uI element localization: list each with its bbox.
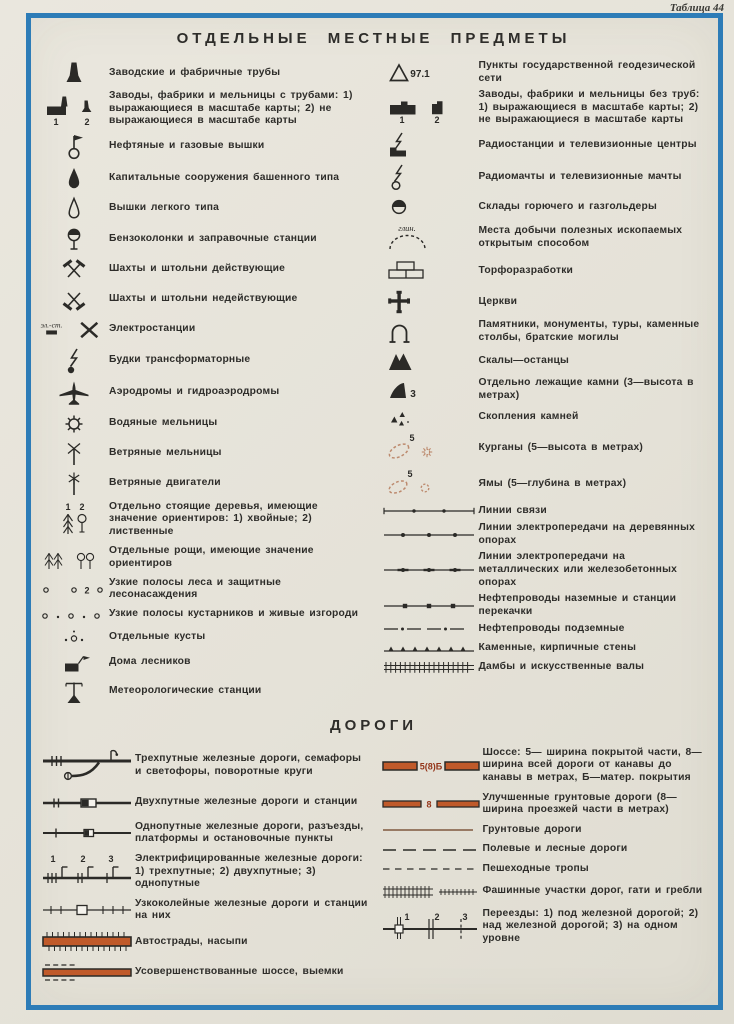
legend-item-label: Шахты и штольни недействующие [109, 293, 298, 305]
legend-column [39, 60, 369, 709]
legend-item-label: Шахты и штольни действующие [109, 263, 286, 275]
legend-item-label: Склады горючего и газгольдеры [478, 200, 657, 212]
legend-item-label: Линии электропередачи на металлических или железобетонных опорах [478, 551, 677, 588]
legend-item-label: Ямы (5—глубина в метрах) [478, 477, 627, 489]
section-title: ДОРОГИ [329, 716, 418, 734]
legend-item [39, 792, 369, 814]
power-line-wood-icon [379, 528, 479, 542]
table-number: Таблица 44 [669, 2, 724, 14]
legend-item [39, 60, 369, 86]
windmill-icon [39, 441, 109, 467]
oil-derrick-icon [39, 132, 109, 162]
section-title: ОТДЕЛЬНЫЕ МЕСТНЫЕ ПРЕДМЕТЫ [176, 30, 571, 47]
motorway-icon [39, 930, 135, 954]
legend-item [379, 319, 709, 345]
factory-chimney-icon [39, 60, 109, 86]
legend-item [379, 792, 709, 817]
legend-item-label: Отдельно лежащие камни (3—высота в метрах) [478, 376, 694, 401]
legend-body [39, 30, 708, 990]
svg-text:2: 2 [84, 116, 90, 126]
legend-item-label: Отдельные рощи, имеющие значение ориентиров [109, 544, 314, 569]
legend-item-label: Дома лесников [109, 656, 191, 668]
legend-item [379, 659, 709, 675]
legend-item-label: Памятники, монументы, туры, каменные столбы, братские могилы [478, 319, 700, 343]
legend-item-label: Электростанции [109, 323, 196, 335]
page-frame [26, 13, 723, 1010]
oil-pipeline-surface-icon [379, 599, 479, 613]
comm-line-icon [379, 504, 479, 518]
legend-item-label: Радиомачты и телевизионные мачты [478, 170, 682, 182]
legend-item-label: Грунтовые дороги [482, 823, 582, 835]
legend-item [39, 411, 369, 437]
svg-text:глин.: глин. [397, 222, 416, 233]
legend-item-label: Метеорологические станции [109, 684, 262, 696]
improved-highway-icon [39, 961, 135, 983]
legend-item-label: Церкви [478, 295, 518, 307]
legend-item [39, 821, 369, 846]
legend-item [379, 747, 709, 785]
legend-column [379, 60, 709, 709]
legend-item-label: Двухпутные железные дороги и станции [135, 796, 358, 808]
pit-icon [379, 468, 479, 500]
legend-item-label: Аэродромы и гидроаэродромы [109, 386, 280, 398]
legend-item [39, 226, 369, 253]
legend-item-label: Заводские и фабричные трубы [109, 66, 281, 78]
legend-item-label: Улучшенные грунтовые дороги (8— ширина проезжей части в метрах) [482, 791, 677, 816]
stone-cluster-icon [379, 406, 479, 428]
legend-item [39, 501, 369, 539]
railway-3track-icon [39, 747, 135, 785]
svg-text:3: 3 [108, 853, 114, 864]
legend-item-label: Нефтяные и газовые вышки [109, 140, 265, 152]
legend-item-label: Нефтепроводы наземные и станции перекачки [478, 593, 677, 617]
footpath-icon [379, 864, 483, 874]
legend-item-label: Капитальные сооружения башенного типа [109, 172, 340, 184]
legend-item-label: Однопутные железные дороги, разъезды, платформы и остановочные пункты [135, 820, 364, 845]
church-icon [379, 289, 479, 315]
legend-item [379, 468, 709, 500]
svg-text:5: 5 [408, 433, 415, 444]
legend-item [39, 317, 369, 343]
legend-item [379, 195, 709, 219]
legend-item [379, 349, 709, 373]
meteo-station-icon [39, 678, 109, 705]
legend-item [379, 257, 709, 285]
fuel-depot-icon [379, 195, 479, 219]
legend-item [39, 287, 369, 313]
svg-text:эл.-ст.: эл.-ст. [40, 320, 63, 330]
dirt-road-icon [379, 825, 483, 835]
svg-text:2: 2 [79, 501, 85, 512]
legend-item [379, 89, 709, 127]
factories-no-pipes-icon [379, 92, 479, 124]
light-tower-icon [39, 196, 109, 222]
factories-with-pipes-icon [39, 92, 109, 126]
legend-item [379, 163, 709, 191]
legend-item [39, 257, 369, 283]
legend-item-label: Скопления камней [478, 410, 579, 422]
legend-item [39, 652, 369, 674]
svg-text:1: 1 [398, 115, 405, 125]
radio-center-icon [379, 131, 479, 159]
legend-column [379, 747, 709, 990]
shrub-strip-icon [39, 606, 109, 624]
legend-item [379, 406, 709, 428]
legend-item-label: Узкие полосы кустарников и живые изгороди [109, 608, 359, 620]
legend-columns [39, 60, 708, 709]
legend-item [379, 863, 709, 876]
legend-item [379, 640, 709, 655]
airfield-icon [39, 379, 109, 407]
legend-item-label: Радиостанции и телевизионные центры [478, 138, 697, 150]
peat-works-icon [379, 257, 479, 285]
legend-item [39, 196, 369, 222]
improved-dirt-road-icon [379, 796, 483, 812]
forest-strip-icon [39, 580, 109, 598]
legend-item [39, 628, 369, 648]
inactive-mine-icon [39, 287, 109, 313]
legend-column [39, 747, 369, 990]
legend-item-label: Будки трансформаторные [109, 354, 251, 366]
geodetic-point-icon [379, 61, 479, 85]
legend-item-label: Автострады, насыпи [135, 935, 248, 947]
legend-item [379, 593, 709, 618]
svg-text:97.1: 97.1 [409, 68, 430, 80]
legend-item [379, 551, 709, 589]
lone-trees-icon [39, 502, 109, 538]
legend-item [379, 522, 709, 547]
monument-icon [379, 319, 479, 345]
legend-item [39, 347, 369, 375]
fuel-station-icon [39, 226, 109, 253]
legend-item [39, 379, 369, 407]
oil-pipeline-underground-icon [379, 622, 479, 636]
lone-stone-icon [379, 378, 479, 402]
highway-icon [379, 756, 483, 776]
legend-item-label: Вышки легкого типа [109, 202, 220, 214]
legend-item-label: Узкоколейные железные дороги и станции на них [135, 897, 368, 922]
svg-text:5: 5 [406, 469, 413, 480]
legend-item [39, 747, 369, 785]
legend-item-label: Ветряные двигатели [109, 477, 221, 489]
wind-engine-icon [39, 471, 109, 497]
legend-item [39, 166, 369, 192]
legend-item [379, 504, 709, 518]
legend-item [39, 898, 369, 923]
legend-item [39, 471, 369, 497]
svg-text:5(8)Б: 5(8)Б [419, 761, 442, 772]
legend-item [379, 131, 709, 159]
legend-item-label: Бензоколонки и заправочные станции [109, 232, 317, 244]
svg-text:3: 3 [461, 912, 468, 923]
mound-icon [379, 432, 479, 464]
legend-item-label: Курганы (5—высота в метрах) [478, 441, 644, 453]
svg-text:2: 2 [84, 585, 90, 596]
legend-item-label: Отдельно стоящие деревья, имеющие значение ориентиров: 1) хвойные; 2) лиственные [109, 500, 318, 537]
transformer-booth-icon [39, 347, 109, 375]
legend-item-label: Полевые и лесные дороги [482, 843, 628, 855]
svg-text:1: 1 [403, 912, 410, 923]
legend-columns [39, 747, 708, 990]
legend-item-label: Линии электропередачи на деревянных опорах [478, 522, 696, 546]
svg-text:1: 1 [50, 853, 56, 864]
legend-item-label: Трехпутные железные дороги, семафоры и светофоры, поворотные круги [135, 753, 362, 777]
legend-item-label: Пешеходные тропы [482, 862, 589, 874]
railway-1track-icon [39, 822, 135, 844]
svg-text:1: 1 [53, 116, 59, 126]
fascine-road-icon [379, 883, 483, 901]
legend-item [379, 908, 709, 946]
legend-item-label: Электрифицированные железные дороги: 1) трехпутные; 2) двухпутные; 3) однопутные [135, 852, 363, 890]
legend-item [379, 289, 709, 315]
legend-item-label: Дамбы и искусственные валы [478, 661, 645, 673]
legend-item-label: Переезды: 1) под железной дорогой; 2) над железной дорогой; 3) на одном уровне [482, 907, 699, 944]
legend-item-label: Узкие полосы леса и защитные лесонасаждения [109, 576, 282, 601]
power-station-icon [39, 317, 109, 343]
legend-item [379, 883, 709, 901]
legend-item [39, 853, 369, 891]
legend-item-label: Ветряные мельницы [109, 447, 222, 459]
legend-item [379, 60, 709, 85]
active-mine-icon [39, 257, 109, 283]
lone-bushes-icon [39, 628, 109, 648]
legend-item-label: Каменные, кирпичные стены [478, 641, 637, 653]
dam-icon [379, 659, 479, 675]
legend-item-label: Торфоразработки [478, 264, 574, 276]
groves-icon [39, 543, 109, 573]
level-crossing-icon [379, 911, 483, 941]
legend-item-label: Фашинные участки дорог, гати и гребли [482, 885, 703, 897]
legend-item [39, 678, 369, 705]
legend-item-label: Пункты государственной геодезической сети [478, 60, 696, 84]
svg-text:8: 8 [425, 799, 432, 810]
forester-house-icon [39, 652, 109, 674]
legend-item [379, 223, 709, 253]
legend-item-label: Усовершенствованные шоссе, выемки [135, 965, 344, 977]
legend-item-label: Шоссе: 5— ширина покрытой части, 8—ширина всей дороги от канавы до канавы в метрах, Б—матер. покрытия [482, 746, 702, 783]
legend-item-label: Линии связи [478, 504, 547, 516]
svg-text:2: 2 [433, 115, 440, 125]
svg-text:2: 2 [80, 853, 86, 864]
power-line-metal-icon [379, 563, 479, 577]
radio-mast-icon [379, 163, 479, 191]
legend-item [39, 441, 369, 467]
narrow-gauge-icon [39, 901, 135, 919]
legend-item [379, 377, 709, 402]
railway-2track-icon [39, 792, 135, 814]
legend-item [379, 432, 709, 464]
stone-wall-icon [379, 640, 479, 655]
legend-item [39, 543, 369, 573]
legend-item-label: Заводы, фабрики и мельницы с трубами: 1) выражающиеся в масштабе карты; 2) не выражающиеся в масштабе карты [109, 90, 353, 127]
svg-text:1: 1 [65, 501, 71, 512]
legend-item-label: Места добычи полезных ископаемых открытым способом [478, 225, 683, 249]
legend-item [39, 606, 369, 624]
legend-item-label: Отдельные кусты [109, 631, 206, 643]
field-road-icon [379, 845, 483, 855]
rock-outliers-icon [379, 349, 479, 373]
svg-text:2: 2 [433, 912, 440, 923]
legend-item-label: Скалы—останцы [478, 354, 570, 366]
legend-item [39, 961, 369, 983]
legend-item-label: Нефтепроводы подземные [478, 623, 625, 635]
legend-item [39, 132, 369, 162]
legend-item [379, 824, 709, 837]
svg-text:3: 3 [409, 388, 416, 400]
legend-item [39, 90, 369, 128]
open-pit-icon [379, 223, 479, 253]
legend-item-label: Водяные мельницы [109, 417, 218, 429]
legend-item [39, 577, 369, 602]
legend-item [379, 622, 709, 636]
capital-tower-icon [39, 166, 109, 192]
legend-item-label: Заводы, фабрики и мельницы без труб: 1) выражающиеся в масштабе карты; 2) не выражающиеся в масштабе карты [478, 89, 700, 126]
legend-item [379, 843, 709, 856]
legend-item [39, 930, 369, 954]
railway-electrified-icon [39, 854, 135, 890]
water-mill-icon [39, 411, 109, 437]
